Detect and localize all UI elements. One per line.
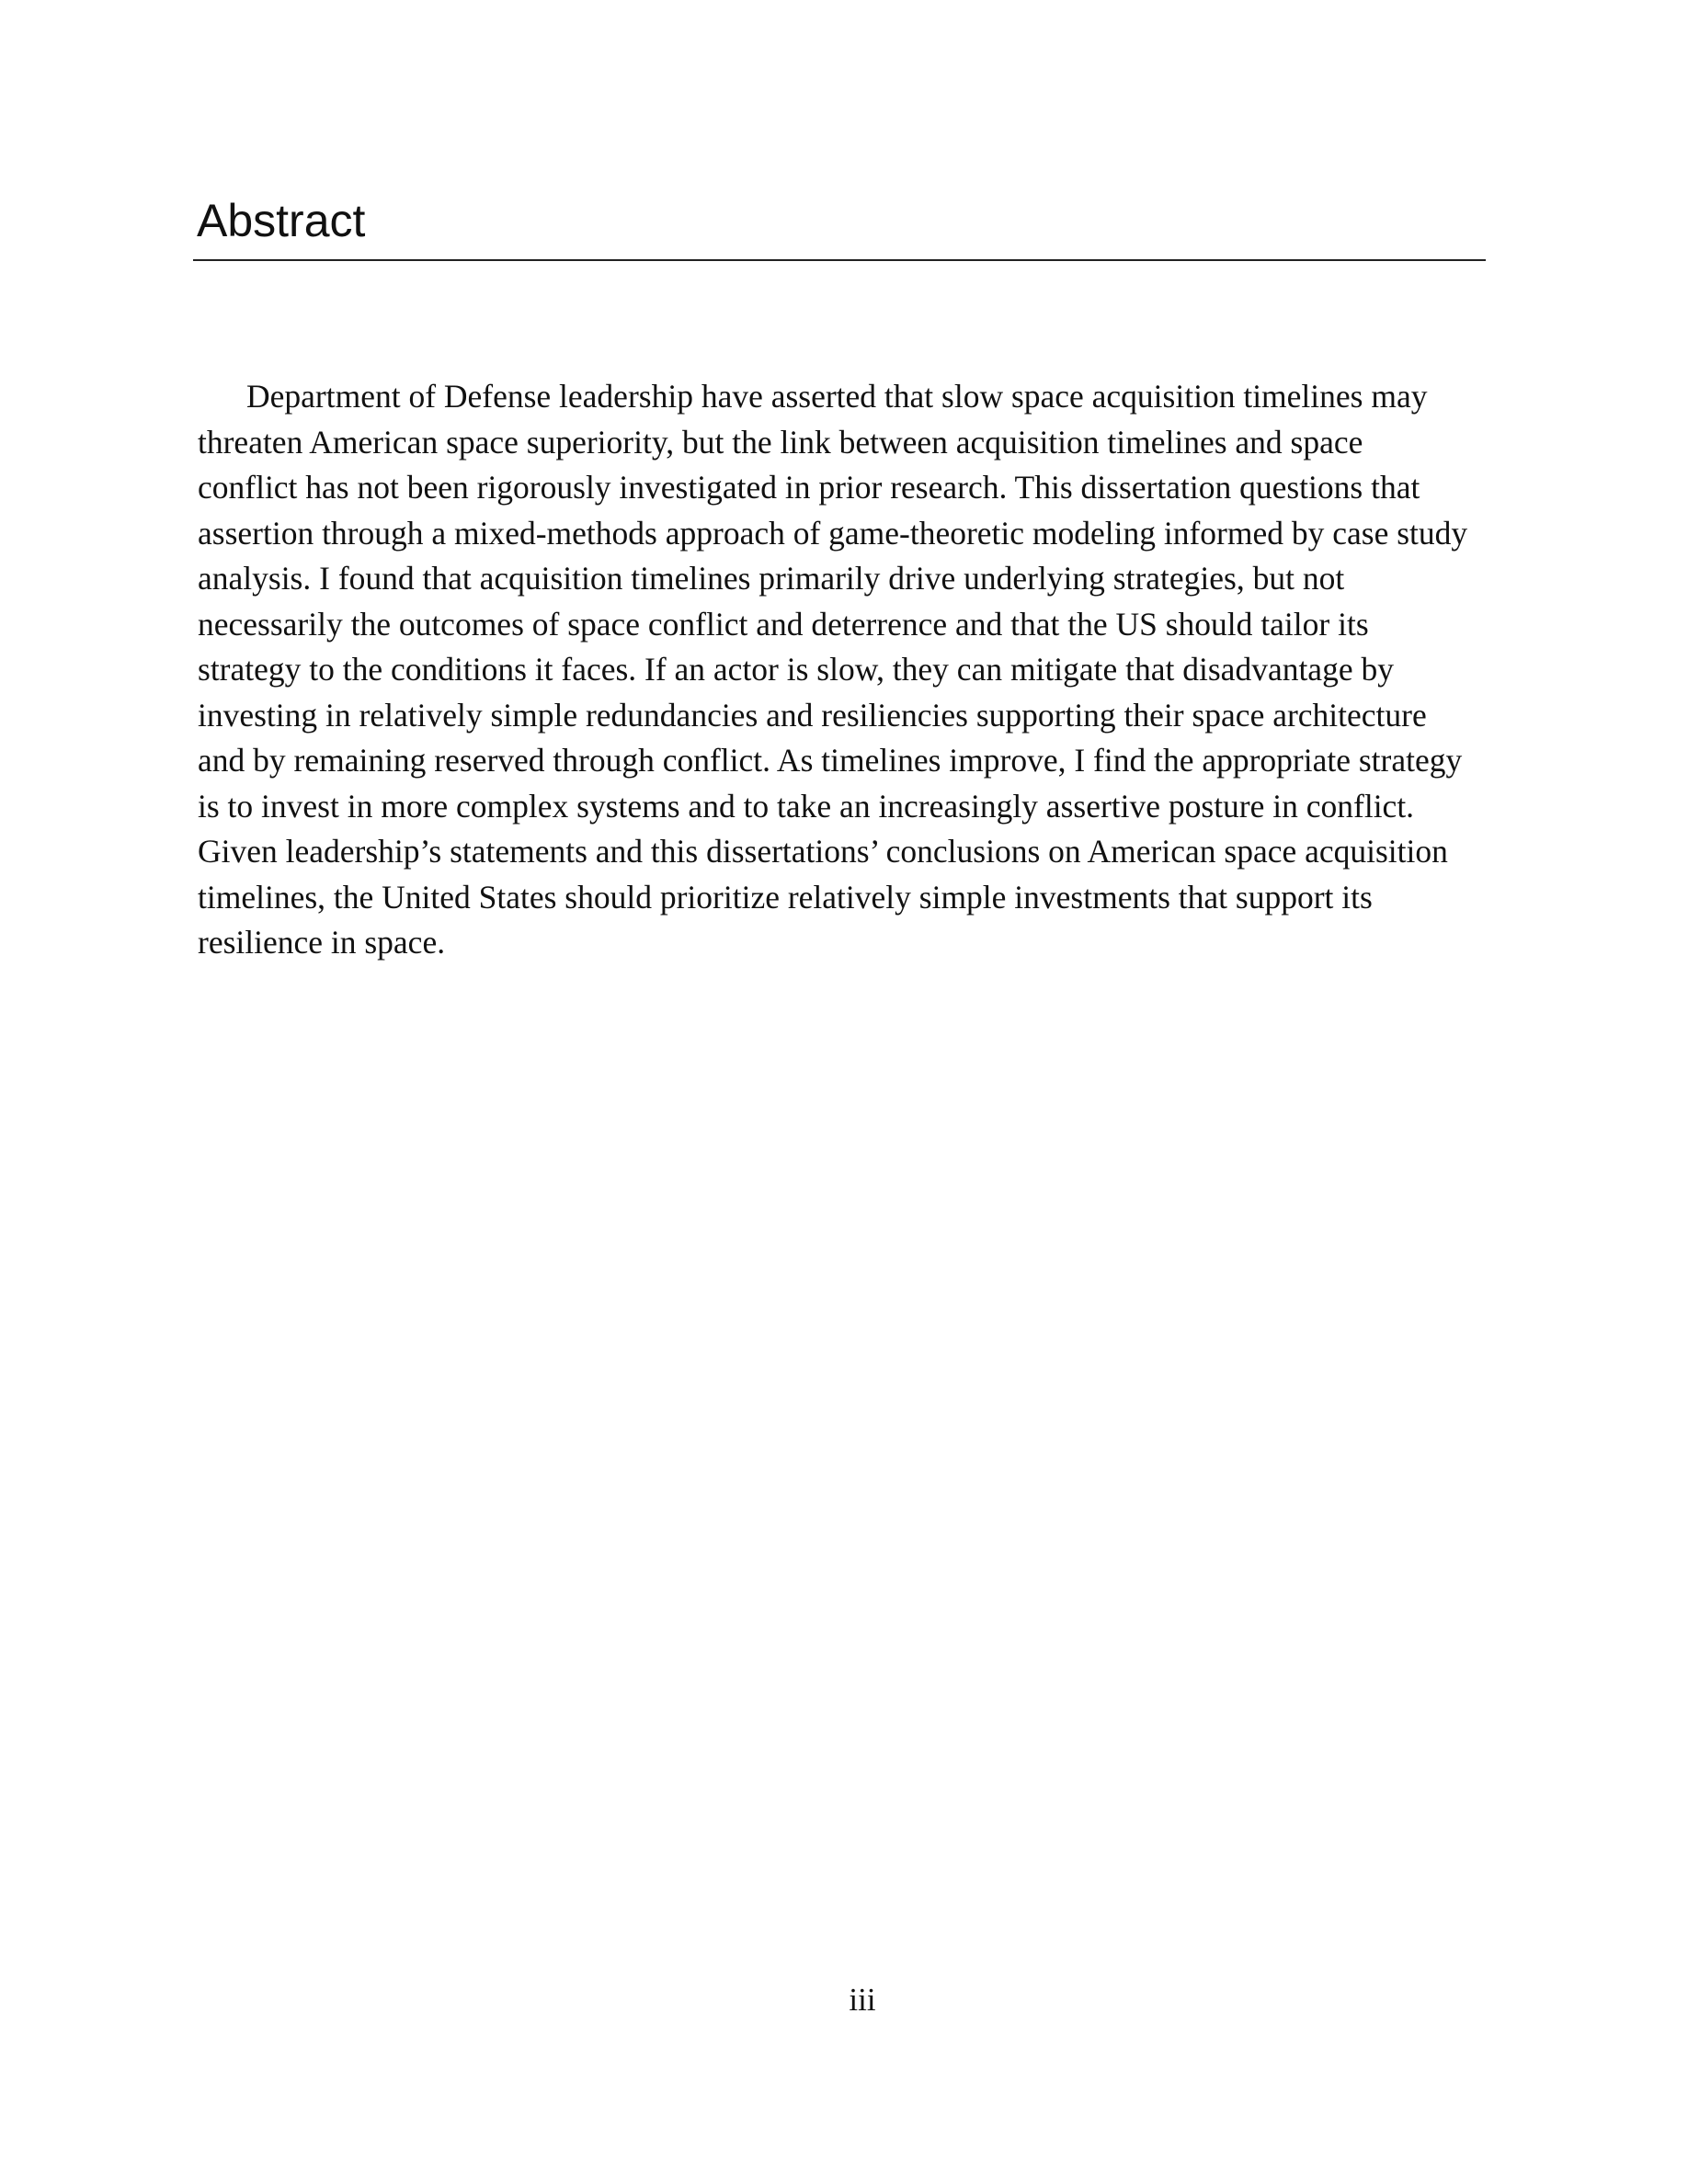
- abstract-line: Department of Defense leadership have asserted that slow space acquisition timelines may: [246, 378, 1428, 415]
- page-title: Abstract: [197, 195, 366, 246]
- abstract-line: resilience in space.: [198, 924, 446, 961]
- abstract-line: Given leadership’s statements and this dissertations’ conclusions on American space acquisition: [198, 833, 1448, 870]
- heading-divider: [193, 259, 1486, 261]
- page-number: iii: [849, 1982, 876, 2018]
- abstract-line: conflict has not been rigorously investigated in prior research. This dissertation questions that: [198, 469, 1420, 506]
- abstract-line: necessarily the outcomes of space conflict and deterrence and that the US should tailor its: [198, 605, 1369, 643]
- abstract-line: timelines, the United States should prioritize relatively simple investments that support its: [198, 878, 1373, 916]
- abstract-line: investing in relatively simple redundancies and resiliencies supporting their space architecture: [198, 696, 1427, 734]
- abstract-paragraph: [198, 374, 1492, 966]
- abstract-line: threaten American space superiority, but the link between acquisition timelines and space: [198, 423, 1363, 461]
- abstract-line: assertion through a mixed-methods approach of game-theoretic modeling informed by case study: [198, 514, 1468, 552]
- abstract-line: and by remaining reserved through conflict. As timelines improve, I find the appropriate strategy: [198, 742, 1463, 779]
- abstract-line: is to invest in more complex systems and to take an increasingly assertive posture in conflict.: [198, 787, 1415, 825]
- abstract-line: strategy to the conditions it faces. If an actor is slow, they can mitigate that disadvantage by: [198, 651, 1394, 688]
- abstract-line: analysis. I found that acquisition timelines primarily drive underlying strategies, but not: [198, 560, 1345, 597]
